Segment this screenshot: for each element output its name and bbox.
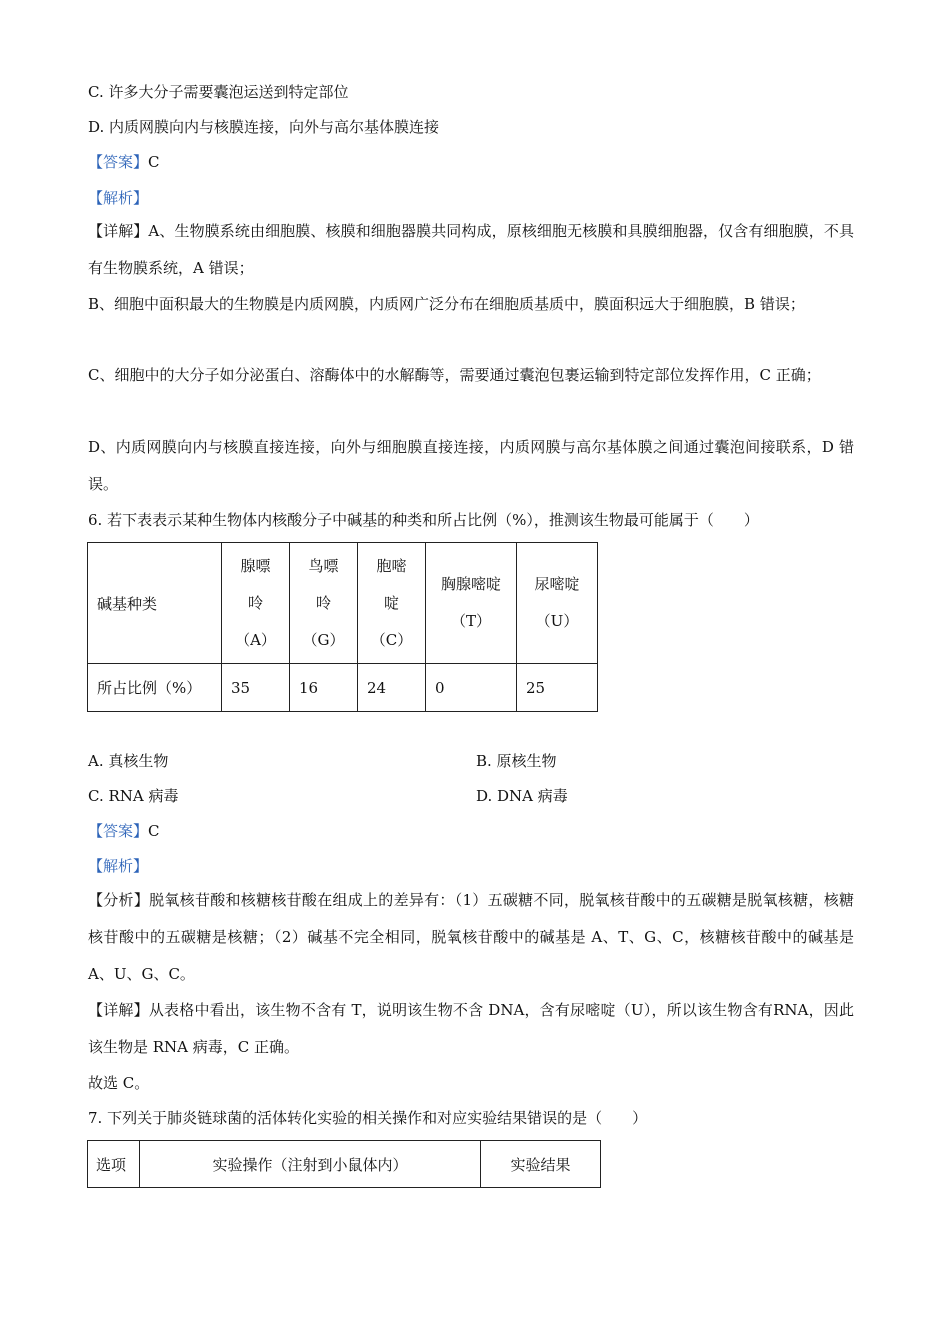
q5-detail-b: B、细胞中面积最大的生物膜是内质网膜，内质网广泛分布在细胞质基质中，膜面积远大于细胞膜，B 错误； [88,295,805,313]
col-header-option: 选项 [88,1141,140,1188]
q6-option-d: D. DNA 病毒 [476,787,568,805]
header-line: 腺嘌 [240,556,271,575]
header-line: 啶 [383,593,399,612]
q7-stem: 7. 下列关于肺炎链球菌的活体转化实验的相关操作和对应实验结果错误的是（ ） [88,1109,648,1127]
table-header-row [88,1141,601,1188]
header-line: （T） [450,612,491,630]
col-header-guanine [290,543,358,664]
q6-answer [88,821,160,841]
col-header-operation: 实验操作（注射到小鼠体内） [140,1141,481,1188]
header-line: 鸟嘌 [308,556,339,575]
value-thymine: 0 [426,664,517,712]
q6-option-a: A. 真核生物 [88,752,169,770]
q6-fenxi [88,882,854,993]
header-line: 胞嘧 [376,556,407,575]
q6-stem: 6. 若下表表示某种生物体内核酸分子中碱基的种类和所占比例（%），推测该生物最可能属于（ ） [88,511,759,529]
q5-detail-c: C、细胞中的大分子如分泌蛋白、溶酶体中的水解酶等，需要通过囊泡包裹运输到特定部位发挥作用，C 正确； [88,366,821,384]
q5-option-d: D. 内质网膜向内与核膜连接，向外与高尔基体膜连接 [88,118,440,136]
detail-tag: 【详解】 [88,1001,149,1019]
header-line: 呤 [247,593,263,612]
header-line: 呤 [315,593,331,612]
answer-tag: 【答案】 [88,153,149,171]
q6-base-table [87,542,598,712]
q5-detail-a [88,213,854,287]
col-header-adenine [222,543,290,664]
header-line: （U） [535,612,579,630]
col-header-cytosine [358,543,426,664]
header-line: （G） [302,630,345,649]
answer-tag: 【答案】 [88,822,149,840]
table-row-base-type [88,543,598,664]
q5-answer [88,152,160,172]
answer-value: C [148,822,160,840]
table-row-proportion [88,664,598,712]
q6-option-b: B. 原核生物 [476,752,557,770]
q5-detail-d: D、内质网膜向内与核膜直接连接，向外与细胞膜直接连接，内质网膜与高尔基体膜之间通过囊泡间接联系，D 错误。 [88,438,854,493]
header-line: （A） [235,630,276,649]
value-cytosine: 24 [358,664,426,712]
detail-a-text: A、生物膜系统由细胞膜、核膜和细胞器膜共同构成，原核细胞无核膜和具膜细胞器，仅含有细胞膜，不具有生物膜系统，A 错误； [88,222,854,277]
col-header-thymine [426,543,517,664]
q6-analysis-tag: 【解析】 [88,857,149,875]
q6-option-c: C. RNA 病毒 [88,787,179,805]
row-header-base-type: 碱基种类 [88,543,222,664]
header-line: 胸腺嘧啶 [440,575,501,593]
header-line: 尿嘧啶 [534,575,580,593]
value-guanine: 16 [290,664,358,712]
col-header-uracil [517,543,598,664]
col-header-result: 实验结果 [481,1141,601,1188]
detail-tag: 【详解】 [88,222,149,240]
q5-option-c: C. 许多大分子需要囊泡运送到特定部位 [88,83,349,101]
fenxi-text: 脱氧核苷酸和核糖核苷酸在组成上的差异有：（1）五碳糖不同，脱氧核苷酸中的五碳糖是脱氧核糖，核糖核苷酸中的五碳糖是核糖；（2）碱基不完全相同，脱氧核苷酸中的碱基是 A、T、G、C，核糖核苷酸中的碱基是 A、U、G、C。 [88,891,854,983]
header-line: （C） [370,630,413,649]
answer-value: C [148,153,160,171]
q6-detail [88,992,854,1066]
detail-text: 从表格中看出，该生物不含有 T，说明该生物不含 DNA，含有尿嘧啶（U），所以该生物含有RNA，因此该生物是 RNA 病毒，C 正确。 [88,1001,854,1056]
value-adenine: 35 [222,664,290,712]
q5-analysis-tag: 【解析】 [88,189,149,207]
q7-experiment-table [87,1140,601,1188]
value-uracil: 25 [517,664,598,712]
fenxi-tag: 【分析】 [88,891,150,909]
row-header-proportion: 所占比例（%） [88,664,222,712]
q6-conclusion: 故选 C。 [88,1074,150,1092]
